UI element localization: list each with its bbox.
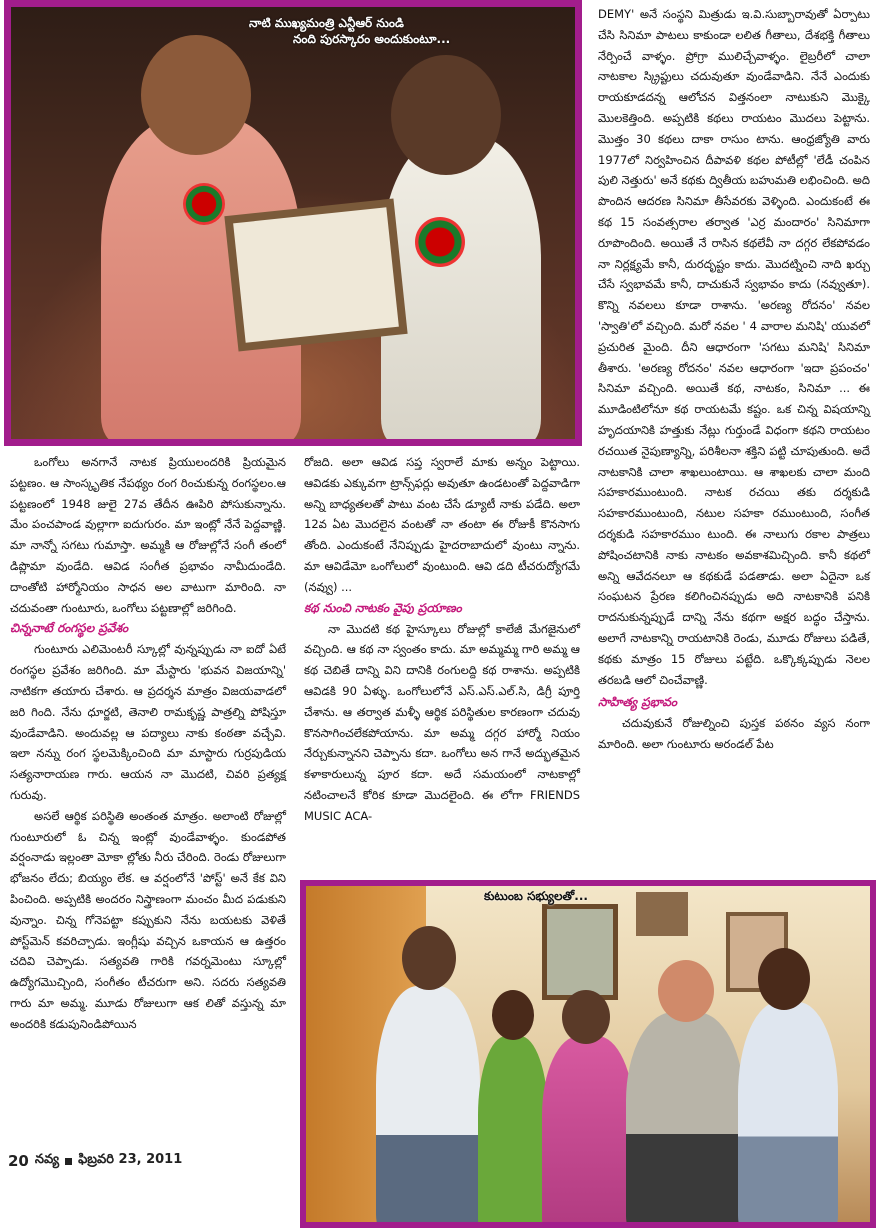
- paragraph: గుంటూరు ఎలిమెంటరీ స్కూల్లో వున్నప్పుడు నా ఐదో ఏటే రంగస్థల ప్రవేశం జరిగింది. మా మేస్టారు 'భువన విజయాన్ని' నాటికగా తయారు చేశారు. ఆ ప్రదర్శన మాత్రం విజయవాడలో జరి గింది. నేను ధూర్జటి, తెనాలి రామకృష్ణ పాత్రల్ని పోషిస్తూ వుండేవాడిని. అందువల్ల ఆ పద్యాలు నాకు కంఠతా వచ్చేవి. ఇలా నన్ను రంగ స్థలమెక్కించింది మా మాస్టారు గుర్రపుడియ సత్యనారాయణ గారు. ఆయన నా మొదటి, చివరి ప్రత్యక్ష గురువు.: [10, 642, 286, 802]
- photo-caption-line1: నాటి ముఖ్యమంత్రి ఎన్టీఆర్ నుండి: [249, 16, 404, 30]
- family-member-2: [478, 1036, 548, 1222]
- separator-square: [65, 1158, 72, 1165]
- subhead-chinna: చిన్ననాటే రంగస్థల ప్రవేశం: [10, 621, 129, 636]
- paragraph: ఒంగోలు అనగానే నాటక ప్రియులందరికి ప్రియమైన పట్టణం. ఆ సాంస్కృతిక నేపథ్యం రంగ రించుకున్న రంగస్థలం.ఆ పట్టణంలో 1948 జులై 27వ తేదీన ఊపిరి పోసుకున్నాను. మేం పంచపాండ వుల్లాగా ఐదుగురం. మా ఇంట్లో నేనే పెద్దవాణ్ణి. మా నాన్నో సగటు గుమాస్తా. అమ్మకి ఆ రోజుల్లోనే సంగీ తంలో డిప్లొమా వుండేది. ఆవిడ సంగీత ప్రభావం నామీదుండేది. దాంతోటి హార్మోనియం సాధన అల వాటుగా మారింది. నా చదువంతా గుంటూరు, ఒంగోలు పట్టణాల్లో జరిగింది.: [10, 455, 286, 615]
- family-member-3: [542, 1036, 634, 1222]
- subhead-katha: కథ నుంచి నాటకం వైపు ప్రయాణం: [304, 600, 462, 615]
- family-photo: [300, 880, 876, 1228]
- paragraph: చదువుకునే రోజుల్నించి పుస్తక పఠనం వ్యస నంగా మారింది. అలా గుంటూరు అరండల్ పేట: [598, 716, 870, 752]
- subhead-sahitya: సాహిత్య ప్రభావం: [598, 695, 677, 710]
- photo-caption-line2: నంది పురస్కారం అందుకుంటూ...: [293, 32, 451, 46]
- person-awardee: [381, 137, 541, 439]
- paragraph: DEMY' అనే సంస్థని మిత్రుడు ఇ.వి.సుబ్బారావుతో ఏర్పాటు చేసి సినిమా పాటలు కాకుండా లలిత గీతాలు, దేశభక్తి గీతాలు నేర్పించే వాళ్ళం. ప్రోగ్రా ములిచ్చేవాళ్ళం. లైబ్రరీలో చాలా నాటకాల స్క్రిప్టులు చదువుతూ వుండేవాడిని. నేనే ఎందుకు రాయకూడదన్న ఆలోచన విత్తనంలా నాటుకుని మొక్కై మొలకెత్తింది. అప్పటికి కథలు రాయటం మొదలు పెట్టాను. మొత్తం 30 కథలు దాకా రాసుం టాను. ఆంధ్రజ్యోతి వారు 1977లో నిర్వహించిన దీపావళి కథల పోటీల్లో 'లేడీ చంపిన పులి నెత్తురు' అనే కథకు ద్వితీయ బహుమతి లభించింది. అది పొందిన ఆదరణ సినిమా తీసేవరకు వెళ్ళింది. ఎందుకంటే ఈ కథ 15 సంవత్సరాల తర్వాత 'ఎర్ర మందారం' సినిమాగా రూపొందింది. అయితే నే రాసిన కథలేవీ నా దగ్గర లేకపోవడం నా నిర్లక్ష్యమే కానీ, దురదృష్టం కాదు. మొదట్నించి నాది ఖర్చు చేసే స్వభావమే కానీ, దాచుకునే స్వభావం కాదు (నవ్వుతూ). కొన్ని నవలలు కూడా రాశాను. 'అరణ్య రోదనం' నవల 'స్వాతి'లో వచ్చింది. మరో నవల ' 4 వారాల మనిషి' యువలో ప్రచురిత మైంది. దీని ఆధారంగా 'సగటు మనిషి' సినిమా తీశారు. 'అరణ్య రోదనం' నవల ఆధారంగా 'ఇదా ప్రపంచం' సినిమా వచ్చింది. అయితే కథ, నాటకం, సినిమా ... ఈ మూడింటిలోనూ కథ రాయటమే కష్టం. ఒక చిన్న విషయాన్ని హృదయానికి హత్తుకు నేట్లు గుర్తుండే విధంగా కథని రాయటం రచయిత నైపుణ్యాన్ని, పరిశీలనా శక్తిని పట్టి చూపుతుంది. అదే నాటకానికి చాలా శాఖలుంటాయి. ఆ శాఖలకు చాలా మంది సహకారముంటుంది. నాటక రచయి తకు దర్శకుడి సహకారముంటుంది, నటుల సహకా రముంటుంది, సంగీత దర్శకుడి సహకారముం టుంది. ఈ నాలుగు రకాల పాత్రలు పోషించటానికి నాకు నాటకం అవకాశమిచ్చింది. కానీ కథలో అన్ని ఆవేదనలూ ఆ కథకుడే పడతాడు. అలా ఏదైనా ఒక సంఘటన ప్రేరణ కలిగించినప్పుడు అది నాటకానికి పనికి రాదనుకున్నప్పుడే దాన్ని నేను కథగా అక్షర బద్ధం చేస్తాను. అలాగే నాటకాన్ని రాయటానికి రెండు, మూడు రోజులు పడితే, కథకు మాత్రం 15 రోజులు పట్టేది. ఒక్కొక్కప్పుడు నెలల తరబడి ఆలో చించేవాణ్ణి.: [598, 7, 870, 687]
- issue-date: ఫిబ్రవరి 23, 2011: [78, 1152, 183, 1167]
- left-column: [10, 452, 286, 1035]
- paragraph: అసలే ఆర్థిక పరిస్థితి అంతంత మాత్రం. అలాంటి రోజుల్లో గుంటూరులో ఓ చిన్న ఇంట్లో వుండేవాళ్ళం. కుండపోత వర్షంనాడు ఇల్లంతా మోకా ల్లోతు నీరు చేరింది. రెండు రోజులుగా భోజనం లేదు; బియ్యం లేక. ఆ వర్షంలోనే 'పోస్ట్' అనే కేక విని పించింది. అప్పటికి అందరం నిస్త్రాణంగా మంచం మీద పడుకుని వున్నాం. చిన్న గోనెపట్టా కప్పుకుని నేను బయటకు వెళితే పోస్ట్‌మెన్ కవరిచ్చాడు. ఇంగ్లీషు వచ్చిన ఒకాయన ఆ ఉత్తరం చదివి చెప్పాడు. సత్యవతి గారికి గవర్నమెంటు స్కూల్లో ఉద్యోగమొచ్చింది, సంగీతం టీచరుగా అని. సదరు సత్యవతి గారు మా అమ్మ. మూడు రోజులుగా ఆక లితో వస్తున్న మా అందరికి కడుపునిండిపోయిన: [10, 808, 286, 1031]
- page-footer: [8, 1152, 182, 1170]
- award-photo: [4, 0, 582, 446]
- paragraph: రోజది. అలా ఆవిడ సప్త స్వరాలే మాకు అన్నం పెట్టాయి. ఆవిడకు ఎక్కువగా ట్రాన్స్‌ఫర్లు అవుతూ ఉండటంతో పెద్దవాడిగా అన్ని బాధ్యతలతో పాటు వంట చేసే డ్యూటీ నాకు పడేది. అలా 12వ ఏట మొదలైన వంటతో నా తంటా ఈ రోజుకీ కొనసాగు తోంది. ఎందుకంటే నేనిప్పుడు హైదరాబాదులో వుంటు న్నాను. మా ఆవిడేమో ఒంగోలులో వుంటుంది. ఆవి డది టీచరుద్యోగమే (నవ్వు) ...: [304, 455, 580, 594]
- middle-column: [304, 452, 580, 827]
- right-column-top: [598, 4, 870, 755]
- paragraph: నా మొదటి కథ హైస్కూలు రోజుల్లో కాలేజీ మేగజైనులో వచ్చింది. ఆ కథ నా స్వంతం కాదు. మా అమ్మమ్మ గారి అమ్మ ఆ కథ చెబితే దాన్ని విని దానికి రంగులద్ది కథ రాశాను. అప్పటికి ఆవిడకి 90 ఏళ్ళు. ఒంగోలులోనే ఎస్.ఎస్.ఎల్.సి, డిగ్రీ పూర్తి చేశాను. ఆ తర్వాత మళ్ళీ ఆర్థిక పరిస్థితుల కారణంగా చదువు కొనసాగించలేకపోయాను. మా అమ్మ దగ్గర హార్మో నియం నేర్చుకున్నానని చెప్పాను కదా. ఒంగోలు అన గానే అద్భుతమైన కళాకారులున్న పూర కదా. అదే సమయంలో నాటకాల్లో నటించాలనే కోరిక కూడా మొదలైంది. ఈ లోగా FRIENDS MUSIC ACA-: [304, 621, 580, 823]
- family-member-1: [376, 986, 480, 1222]
- magazine-name: నవ్య: [34, 1152, 60, 1167]
- family-member-5: [738, 1002, 838, 1222]
- page-number: 20: [8, 1152, 29, 1170]
- family-member-4: [626, 1012, 744, 1222]
- certificate-frame: [224, 198, 407, 351]
- family-caption: కుటుంబ సభ్యులతో...: [484, 889, 588, 903]
